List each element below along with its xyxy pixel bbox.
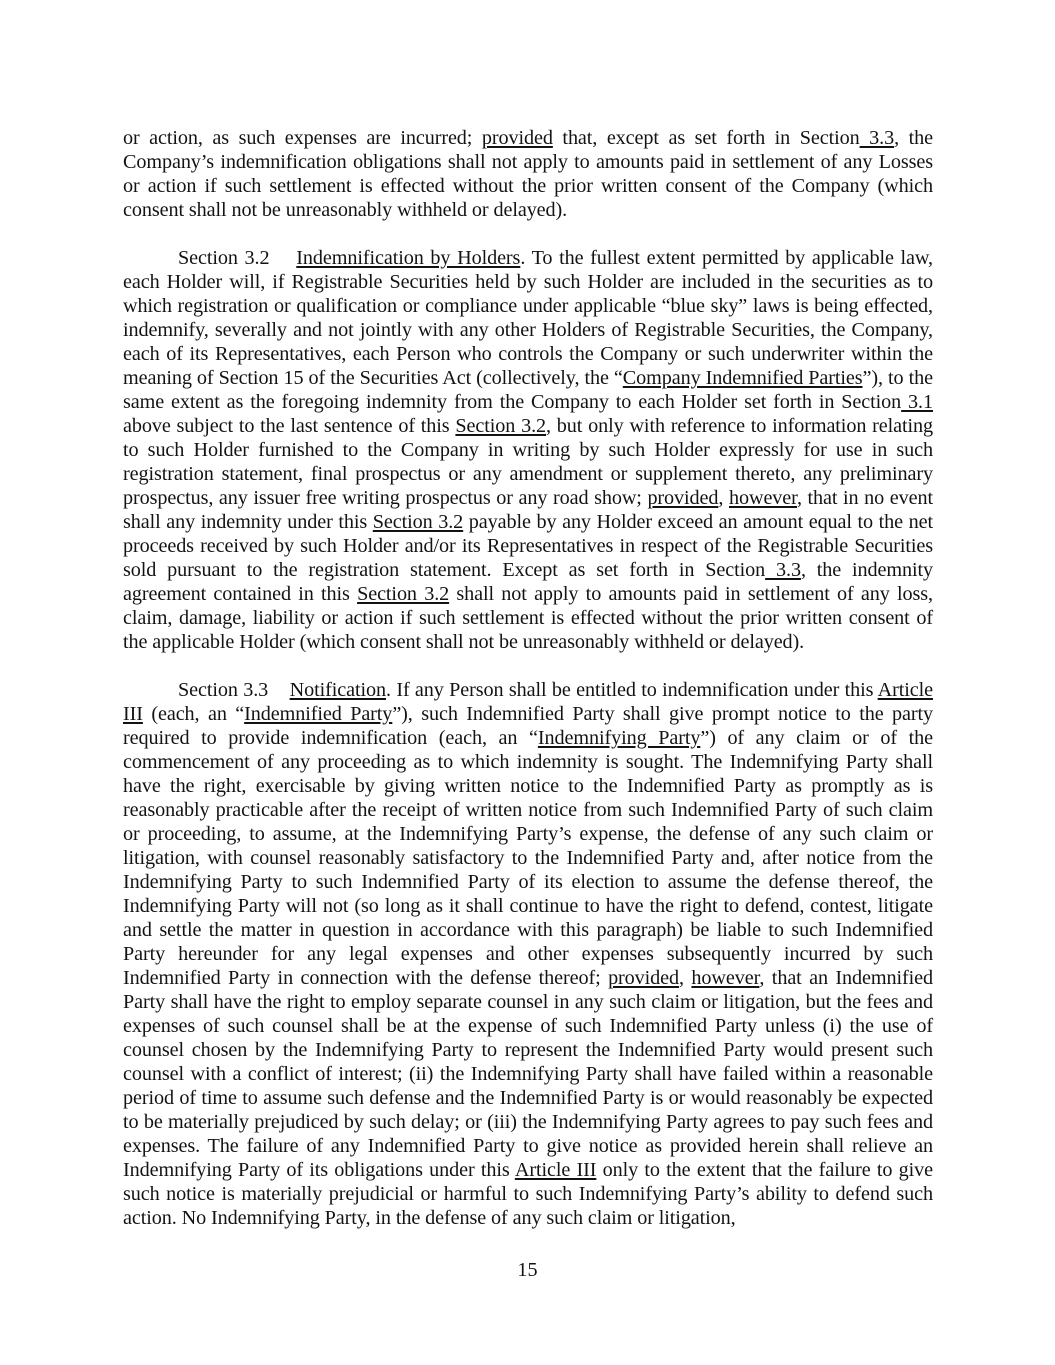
underlined-text-run: 3.3 [859,127,895,149]
underlined-text-run: Indemnified Party [244,703,393,725]
text-run: . To the fullest extent permitted by applicable law, each Holder will, if Registrable Securities held by such Holder are included in the securities as to which registration or qualification or compliance under applicable “blue sky” laws is being effected, indemnify, severally and not jointly with any other Holders of Registrable Securities, the Company, each of its Representatives, each Person who controls the Company or such underwriter within the meaning of Section 15 of the Securities Act (collectively, the “ [123,247,934,389]
text-run: ”), to the same extent as the foregoing indemnity from the Company to each Holder set forth in Section [123,367,933,413]
text-run: , the indemnity agreement contained in this [123,559,933,605]
text-run: Section 3.3 [178,679,290,701]
text-run: (each, an “ [142,703,245,725]
underlined-text-run: however [691,967,760,989]
underlined-text-run: provided [481,127,553,149]
text-run: Section 3.2 [178,247,297,269]
text-run: ”) of any claim or of the commencement of any proceeding as to which indemnity is sought. The Indemnifying Party shall have the right, exercisable by giving written notice to the Indemnified Party as promptly as is reasonably practicable after the receipt of written notice from such Indemnified Party of such claim or proceeding, to assume, at the Indemnifying Party’s expense, the defense of any such claim or litigation, with counsel reasonably satisfactory to the Indemnified Party and, after notice from the Indemnifying Party to such Indemnified Party of its election to assume the defense thereof, the Indemnifying Party will not (so long as it shall continue to have the right to defend, contest, litigate and settle the matter in question in accordance with this paragraph) be liable to such Indemnified Party hereunder for any legal expenses and other expenses subsequently incurred by such Indemnified Party in connection with the defense thereof; [123,727,933,989]
underlined-text-run: Article III [123,679,933,725]
underlined-text-run: Section 3.2 [357,583,450,605]
underlined-text-run: Notification [289,679,386,701]
paragraph-section-3-2 [123,246,933,654]
text-run: , that an Indemnified Party shall have the right to employ separate counsel in any such claim or litigation, but the fees and expenses of such counsel shall be at the expense of such Indemnified Party unless (i) the use of counsel chosen by the Indemnifying Party to represent the Indemnified Party would present such counsel with a conflict of interest; (ii) the Indemnifying Party shall have failed within a reasonable period of time to assume such defense and the Indemnified Party is or would reasonably be expected to be materially prejudiced by such delay; or (iii) the Indemnifying Party agrees to pay such fees and expenses. The failure of any Indemnified Party to give notice as provided herein shall relieve an Indemnifying Party of its obligations under this [123,967,933,1181]
underlined-text-run: Company Indemnified Parties [622,367,863,389]
text-run: ”), such Indemnified Party shall give prompt notice to the party required to provide indemnification (each, an “ [123,703,934,749]
underlined-text-run: however [728,487,797,509]
text-run: shall not apply to amounts paid in settlement of any loss, claim, damage, liability or action if such settlement is effected without the prior written consent of the applicable Holder (which consent shall not be unreasonably withheld or delayed). [123,583,934,653]
text-run: only to the extent that the failure to give such notice is materially prejudicial or harmful to such Indemnifying Party’s ability to defend such action. No Indemnifying Party, in the defense of any such claim or litigation, [123,1159,933,1229]
paragraph-continuation [123,126,933,222]
text-run: . If any Person shall be entitled to indemnification under this [386,679,878,701]
document-body [123,126,933,1254]
text-run: payable by any Holder exceed an amount equal to the net proceeds received by such Holder and/or its Representatives in respect of the Registrable Securities sold pursuant to the registration statement. Except as set forth in Section [123,511,934,581]
text-run: above subject to the last sentence of this [123,415,456,437]
text-run: , [718,487,729,509]
underlined-text-run: Article III [514,1159,597,1181]
underlined-text-run: 3.3 [765,559,801,581]
page-number: 15 [517,1259,538,1281]
text-run: or action, as such expenses are incurred; [123,127,482,149]
text-run: , that in no event shall any indemnity under this [123,487,933,533]
text-run: , but only with reference to information relating to such Holder furnished to the Company in writing by such Holder expressly for use in such registration statement, final prospectus or any amendment or supplement thereto, any preliminary prospectus, any issuer free writing prospectus or any road show; [123,415,933,509]
paragraph-section-3-3 [123,678,933,1230]
underlined-text-run: Section 3.2 [372,511,464,533]
text-run: , [679,967,692,989]
text-run: , the Company’s indemnification obligations shall not apply to amounts paid in settlement of any Losses or action if such settlement is effected without the prior written consent of the Company (which consent shall not be unreasonably withheld or delayed). [123,127,933,221]
underlined-text-run: Section 3.2 [455,415,547,437]
underlined-text-run: provided [608,967,680,989]
underlined-text-run: provided [647,487,719,509]
underlined-text-run: Indemnification by Holders [296,247,521,269]
underlined-text-run: 3.1 [901,391,933,413]
text-run: that, except as set forth in Section [552,127,860,149]
underlined-text-run: Indemnifying Party [537,727,701,749]
